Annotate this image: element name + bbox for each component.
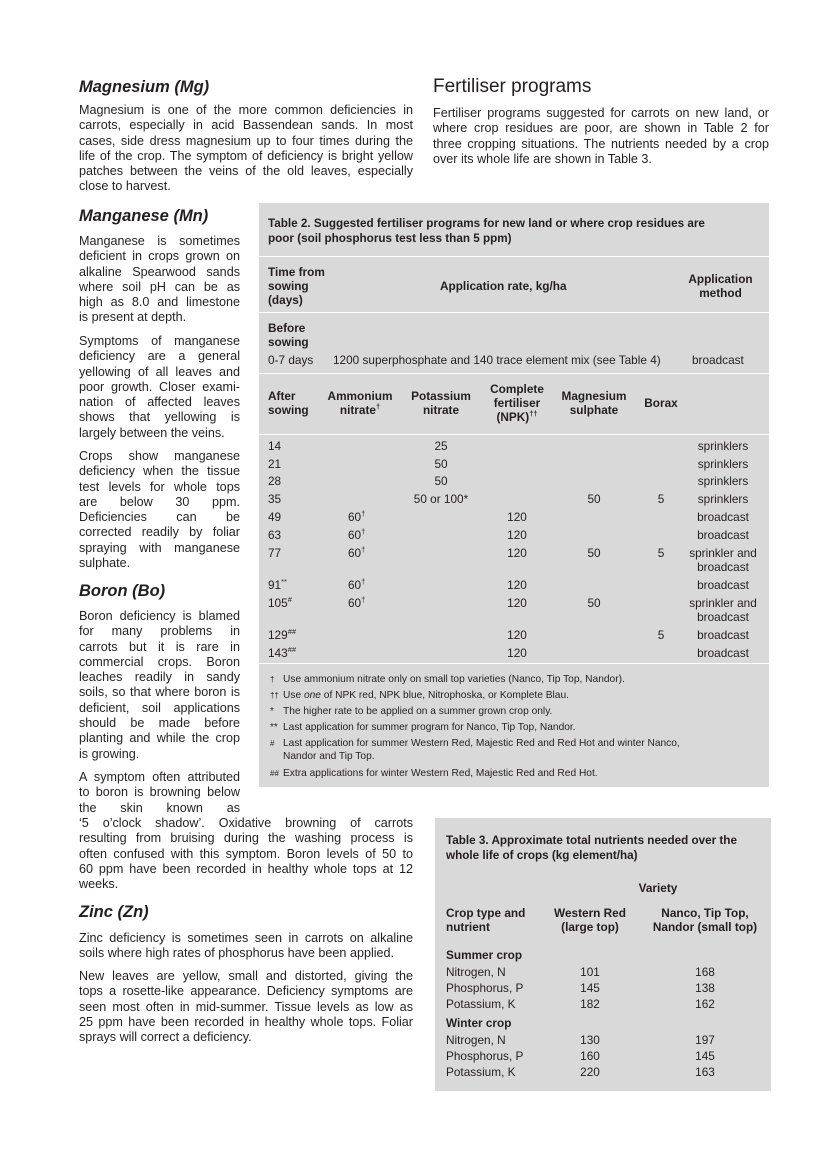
row-method [683,510,763,524]
header-line: Complete [490,382,544,396]
text-line: Manganese is sometimes [79,234,240,248]
before-sowing-days: 0-7 days [268,353,314,367]
text-line: Fertiliser programs suggested for carrots on new land, or [433,106,769,120]
text-line: poor growth. Closer exami- [79,379,240,394]
text-line: Crops show manganese [79,449,240,463]
header-line: Potassium [411,389,471,403]
text-line: where soil pH can be as [79,279,240,294]
header-line: sulphate [569,403,619,417]
row-method [683,646,763,660]
text-line: New leaves are yellow, small and distorted, giving the [79,969,413,983]
header-line: Time from [268,265,325,279]
nanco-value: 197 [695,1033,715,1047]
text-line: often confused with this symptom. Boron levels of 50 to [79,846,413,861]
header-line: method [699,286,742,300]
text-line: 60 ppm have been recorded in healthy whole tops at 12 [79,861,413,876]
header-application-rate: Application rate, kg/ha [440,279,567,293]
header-magnesium-sulphate [553,389,635,417]
text-line: over its whole life are shown in Table 3. [433,151,652,166]
header-line: nitrate [422,403,460,417]
footnote-dagger [270,673,625,686]
nutrient-name: Nitrogen, N [446,965,506,979]
method-line: sprinklers [697,457,749,471]
ammonium-value: 60 [348,596,362,610]
text-line: carrots, especially in acid Bassendean sands. In most [79,118,413,133]
row-potassium-nitrate: 50 [434,457,448,471]
text-line: test levels for whole tops [79,479,240,494]
nanco-value: 138 [695,981,715,995]
footnote-text: Last application for summer Western Red, Majestic Red and Red Hot and winter Nanco, [283,738,680,749]
manganese-heading: Manganese (Mn) [79,207,209,225]
boron-heading: Boron (Bo) [79,582,166,600]
dagger-symbol: † [361,545,366,555]
footnote-text: Extra applications for winter Western Red, Majestic Red and Red Hot. [283,768,598,779]
text-line: shows that yellowing is [79,410,240,425]
row-day [268,646,296,660]
header-complete-fertiliser [481,382,553,424]
nanco-value: 162 [695,997,715,1011]
dagger-symbol: † [361,509,366,519]
row-magnesium-sulphate: 50 [587,596,601,610]
row-ammonium-nitrate [348,578,365,592]
day-value: 14 [268,439,282,453]
row-complete-fertiliser: 120 [507,528,527,542]
boron-paragraph-1 [79,609,240,762]
footnote-text: The higher rate to be applied on a summer grown crop only. [283,706,553,717]
footnote-text: of NPK red, NPK blue, Nitrophoska, or Komplete Blau. [320,690,569,701]
header-line: Application [688,272,753,286]
footnote-symbol: # [270,739,275,748]
winter-crop-label: Winter crop [446,1016,512,1030]
nutrient-name: Phosphorus, P [446,1049,524,1063]
text-line: alkaline Spearwood sands [79,264,240,279]
header-line: nutrient [446,920,490,934]
before-sowing-label [268,321,309,349]
footnote-text: Nandor and Tip Top. [283,751,375,762]
day-value: 21 [268,457,282,471]
day-symbol: ## [287,645,297,655]
text-line: leaches readily in sandy [79,670,240,685]
text-line: largely between the veins. [79,425,225,440]
text-line: corrected readily by foliar [79,525,240,540]
text-line: resulting from bruising during the washing process is [79,831,413,846]
text-line: soils, so that where boron is [79,685,240,700]
row-day [268,439,281,453]
day-value: 63 [268,528,282,542]
fertiliser-programs-heading: Fertiliser programs [433,76,592,97]
method-line: sprinklers [697,439,749,453]
label-line: Before [268,321,306,335]
text-line: 25 ppm have been recorded in healthy whole tops. Foliar [79,1014,413,1029]
header-crop-type [446,906,525,934]
row-day [268,528,281,542]
header-potassium-nitrate [401,389,481,417]
text-line: life of the crop. The symptom of deficiency is bright yellow [79,148,413,163]
header-line: Nandor (small top) [652,920,758,934]
dagger-symbol: † [375,402,381,412]
text-line: yellowing of all leaves and [79,364,240,379]
zinc-paragraph-2 [79,969,413,1045]
footnote-double-hash [270,767,598,780]
nanco-value: 145 [695,1049,715,1063]
row-day [268,492,281,506]
header-line: (NPK) [496,410,530,424]
zinc-heading: Zinc (Zn) [79,903,149,921]
row-potassium-nitrate: 50 or 100* [413,492,469,506]
western-red-value: 145 [580,981,600,995]
text-line: weeks. [79,877,119,892]
method-line: sprinkler and [689,596,757,610]
dagger-symbol: † [361,577,366,587]
header-line: After [268,389,296,403]
nanco-value: 168 [695,965,715,979]
divider [259,312,769,313]
text-line: sulphate. [79,556,131,571]
text-line: is growing. [79,746,140,761]
method-line: broadcast [697,610,749,624]
text-line: sprays will correct a deficiency. [79,1030,252,1045]
method-line: broadcast [697,646,749,660]
western-red-value: 182 [580,997,600,1011]
row-magnesium-sulphate: 50 [587,492,601,506]
dagger-symbol: † [361,595,366,605]
caption-line: Table 3. Approximate total nutrients needed over the [446,834,737,847]
text-line: patches between the veins of the old leaves, especially [79,164,413,179]
nutrient-name: Potassium, K [446,1065,516,1079]
header-after-sowing [268,389,309,417]
row-borax: 5 [657,492,665,506]
caption-line: poor (soil phosphorus test less than 5 ppm) [268,232,512,245]
text-line: commercial crops. Boron [79,654,240,669]
footnote-hash [270,737,680,763]
text-line: is present at depth. [79,310,187,325]
fertiliser-programs-paragraph [433,106,769,167]
method-line: broadcast [697,528,749,542]
row-complete-fertiliser: 120 [507,628,527,642]
row-potassium-nitrate: 25 [434,439,448,453]
text-line: Deficiencies can be [79,510,240,525]
text-line: nation of affected leaves [79,395,240,410]
header-line: Nanco, Tip Top, [661,906,749,920]
ammonium-value: 60 [348,546,362,560]
row-day [268,474,281,488]
header-application-method [683,272,758,300]
row-day [268,546,281,560]
before-sowing-method: broadcast [692,353,744,367]
text-line: Zinc deficiency is sometimes seen in carrots on alkaline [79,931,413,945]
label-line: sowing [268,335,309,349]
magnesium-heading: Magnesium (Mg) [79,78,210,96]
divider [259,373,769,374]
text-line: planting and while the crop [79,731,240,746]
text-line: spraying with manganese [79,540,240,555]
footnote-symbol: * [270,706,274,717]
row-complete-fertiliser: 120 [507,646,527,660]
header-western-red [543,906,637,934]
dagger-symbol: † [361,527,366,537]
text-line: Boron deficiency is blamed [79,609,240,623]
day-value: 129 [268,628,288,642]
text-line: are below 30 ppm. [79,494,240,509]
caption-line: whole life of crops (kg element/ha) [446,849,638,862]
header-time-from-sowing [268,265,325,307]
caption-line: Table 2. Suggested fertiliser programs for new land or where crop residues are [268,217,705,230]
row-method [683,596,763,624]
text-line: for many problems in [79,624,240,639]
row-method [683,578,763,592]
text-line: deficient in crops grown on [79,249,240,264]
text-line: Magnesium is one of the more common deficiencies in [79,103,413,117]
text-line: carrots but it is rare in [79,639,240,654]
row-method [683,546,763,574]
boron-paragraph-2b [79,816,413,892]
text-line: three cropping situations. The nutrients needed by a crop [433,136,769,151]
row-borax: 5 [657,546,665,560]
nutrient-name: Nitrogen, N [446,1033,506,1047]
day-value: 91 [268,578,282,592]
header-line: Crop type and [446,906,526,920]
row-method [683,457,763,471]
row-ammonium-nitrate [348,546,365,560]
method-line: broadcast [697,578,749,592]
day-value: 35 [268,492,282,506]
method-line: broadcast [697,628,749,642]
western-red-value: 101 [580,965,600,979]
row-day [268,628,296,642]
text-line: high as 8.0 and limestone [79,295,240,310]
header-variety: Variety [638,881,678,895]
row-complete-fertiliser: 120 [507,510,527,524]
row-complete-fertiliser: 120 [507,546,527,560]
method-line: broadcast [697,510,749,524]
row-borax: 5 [657,628,665,642]
row-ammonium-nitrate [348,510,365,524]
method-line: broadcast [697,560,749,574]
footnote-text: Use [283,690,304,701]
row-day [268,457,281,471]
header-line: Ammonium [327,389,393,403]
table-3-caption [446,833,737,863]
text-line: the skin known as [79,800,240,815]
header-nanco-tip-top [641,906,769,934]
text-line: A symptom often attributed [79,770,240,784]
header-borax: Borax [644,396,678,410]
manganese-paragraph-3 [79,449,240,571]
footnote-symbol: † [270,675,275,684]
divider [259,434,769,435]
row-complete-fertiliser: 120 [507,578,527,592]
method-line: sprinklers [697,492,749,506]
header-line: Magnesium [561,389,627,403]
text-line: ‘5 o’clock shadow’. Oxidative browning of carrots [79,816,413,830]
day-value: 28 [268,474,282,488]
before-sowing-rate: 1200 superphosphate and 140 trace element mix (see Table 4) [333,353,661,367]
footnote-double-dagger [270,689,569,702]
divider [259,256,769,257]
header-line: sowing [268,279,309,293]
table-2 [259,203,769,787]
nanco-value: 163 [695,1065,715,1079]
table-2-caption [268,216,758,246]
footnote-symbol: †† [270,691,279,700]
footnote-text: Use ammonium nitrate only on small top varieties (Nanco, Tip Top, Nandor). [283,674,625,685]
divider [259,663,769,664]
row-ammonium-nitrate [348,528,365,542]
ammonium-value: 60 [348,528,362,542]
footnote-symbol: ** [270,722,278,733]
header-ammonium-nitrate [319,389,401,417]
double-dagger-symbol: †† [529,409,538,419]
footnote-double-asterisk [270,721,576,734]
text-line: to boron is browning below [79,785,240,800]
text-line: close to harvest. [79,179,171,194]
text-line: Symptoms of manganese [79,334,240,348]
header-line: (large top) [561,920,619,934]
text-line: where crop residues are poor, are shown in Table 2 for [433,121,769,136]
row-complete-fertiliser: 120 [507,596,527,610]
day-value: 143 [268,646,288,660]
row-method [683,628,763,642]
header-line: Western Red [554,906,626,920]
footnote-emphasis: one [303,690,321,701]
header-line: fertiliser [493,396,541,410]
day-value: 77 [268,546,282,560]
western-red-value: 130 [580,1033,600,1047]
text-line: deficient, soil applications [79,700,240,715]
row-magnesium-sulphate: 50 [587,546,601,560]
row-method [683,439,763,453]
row-day [268,596,292,610]
text-line: should be made before [79,716,240,731]
magnesium-paragraph [79,103,413,195]
method-line: sprinklers [697,474,749,488]
header-line: sowing [268,403,309,417]
manganese-paragraph-2 [79,334,240,441]
ammonium-value: 60 [348,578,362,592]
day-value: 49 [268,510,282,524]
day-value: 105 [268,596,288,610]
text-line: cases, side dress magnesium up to four times during the [79,133,413,148]
footnote-asterisk [270,705,552,718]
day-symbol: # [287,595,292,605]
zinc-paragraph-1 [79,931,413,962]
row-ammonium-nitrate [348,596,365,610]
footnote-symbol: ## [270,769,279,778]
text-line: deficiency when the tissue [79,464,240,479]
nutrient-name: Potassium, K [446,997,516,1011]
nutrient-name: Phosphorus, P [446,981,524,995]
table-3 [435,818,771,1091]
boron-paragraph-2a [79,770,240,816]
manganese-paragraph-1 [79,234,240,326]
text-line: soils where high rates of phosphorus have been applied. [79,946,395,961]
text-line: deficiency are a general [79,349,240,364]
footnote-text: Last application for summer program for Nanco, Tip Top, Nandor. [283,722,576,733]
text-line: tops a rosette-like appearance. Deficiency symptoms are [79,984,413,999]
row-method [683,474,763,488]
method-line: sprinkler and [689,546,757,560]
day-symbol: ** [281,577,287,587]
row-method [683,528,763,542]
row-method [683,492,763,506]
western-red-value: 160 [580,1049,600,1063]
text-line: seen most often in mid-summer. Tissue levels as low as [79,999,413,1014]
row-day [268,578,287,592]
header-line: (days) [268,293,303,307]
header-line: nitrate [339,403,376,417]
western-red-value: 220 [580,1065,600,1079]
summer-crop-label: Summer crop [446,948,523,962]
row-potassium-nitrate: 50 [434,474,448,488]
ammonium-value: 60 [348,510,362,524]
day-symbol: ## [287,627,297,637]
row-day [268,510,281,524]
